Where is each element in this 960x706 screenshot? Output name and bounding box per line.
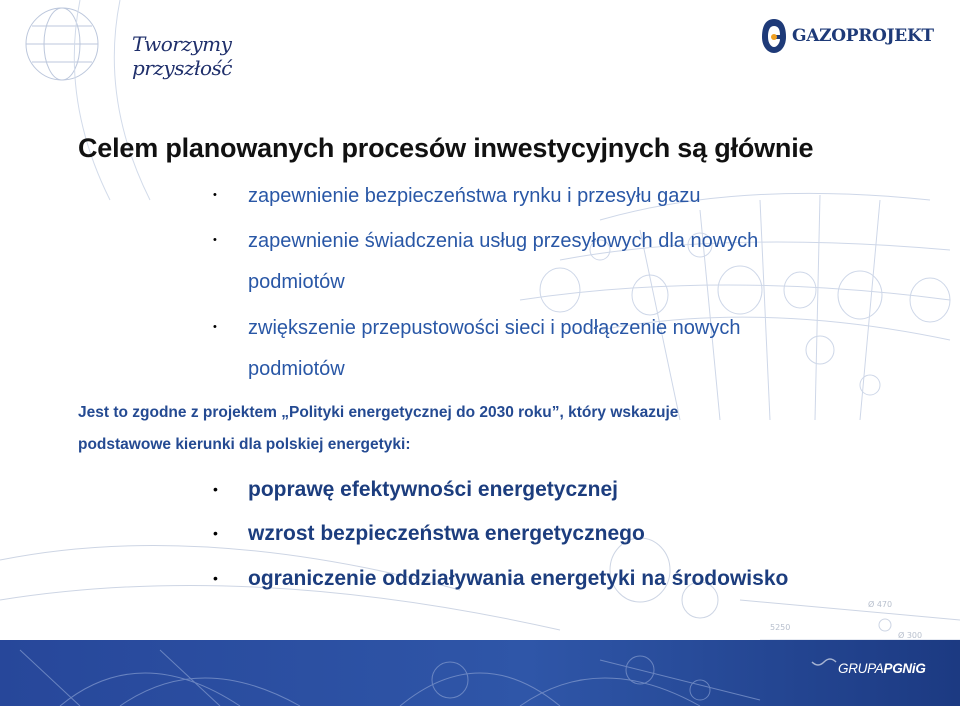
bullet-icon: • bbox=[213, 321, 217, 333]
svg-text:Ø 300: Ø 300 bbox=[898, 631, 923, 640]
bullet-icon: • bbox=[213, 481, 218, 497]
company-logo-globe bbox=[22, 6, 272, 86]
policy-paragraph bbox=[78, 397, 878, 461]
gazoprojekt-wordmark: GAZOPROJEKT bbox=[792, 26, 934, 46]
list-item-text: zwiększenie przepustowości sieci i podłączenie nowych bbox=[248, 317, 741, 339]
svg-text:Ø 470: Ø 470 bbox=[868, 600, 893, 609]
list-item-text: wzrost bezpieczeństwa energetycznego bbox=[248, 522, 645, 545]
slide-title: Celem planowanych procesów inwestycyjnych są głównie bbox=[78, 133, 814, 163]
footer-brand-prefix: GRUPA bbox=[838, 661, 884, 676]
list-item-text: zapewnienie świadczenia usług przesyłowych dla nowych bbox=[248, 230, 759, 252]
list-item-text-continued: podmiotów bbox=[248, 271, 345, 293]
list-item-text: poprawę efektywności energetycznej bbox=[248, 478, 618, 501]
list-item-text: zapewnienie bezpieczeństwa rynku i przesyłu gazu bbox=[248, 185, 701, 207]
bullet-icon: • bbox=[213, 189, 217, 201]
svg-text:5250: 5250 bbox=[770, 623, 791, 632]
gazoprojekt-mark-icon bbox=[760, 17, 788, 55]
pgnig-group-logo bbox=[838, 661, 926, 676]
bullet-icon: • bbox=[213, 570, 218, 586]
footer-brand-name: PGNiG bbox=[883, 661, 926, 676]
list-item-text-continued: podmiotów bbox=[248, 358, 345, 380]
bullet-icon: • bbox=[213, 234, 217, 246]
policy-paragraph-line: podstawowe kierunki dla polskiej energetyki: bbox=[78, 436, 411, 453]
bullet-icon: • bbox=[213, 525, 218, 541]
policy-paragraph-line: Jest to zgodne z projektem „Polityki energetycznej do 2030 roku”, który wskazuje bbox=[78, 404, 679, 421]
list-item-text: ograniczenie oddziaływania energetyki na środowisko bbox=[248, 567, 789, 590]
gazoprojekt-logo bbox=[760, 14, 934, 58]
logo-signature: Tworzymy przyszłość bbox=[132, 32, 232, 80]
